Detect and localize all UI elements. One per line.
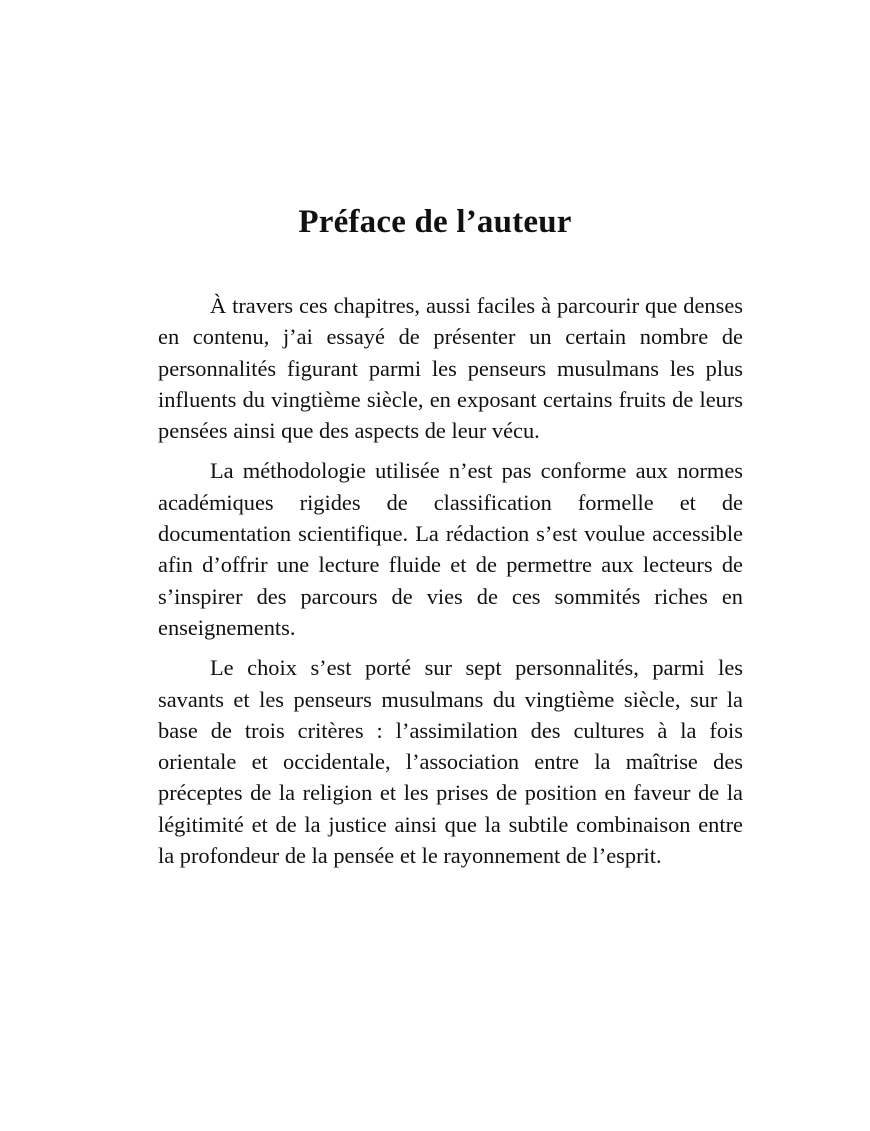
page-title: Préface de l’auteur [298,204,572,240]
paragraph-2: La méthodologie utilisée n’est pas conforme aux normes académiques rigides de classification formelle et de documentation scientifique. La rédaction s’est voulue accessible afin d’offrir une lecture fluide et de permettre aux lecteurs de s’inspirer des parcours de vies de ces sommités riches en enseignements. [158,458,743,640]
preface-body [158,290,743,871]
paragraph-3: Le choix s’est porté sur sept personnalités, parmi les savants et les penseurs musulmans du vingtième siècle, sur la base de trois critères : l’assimilation des cultures à la fois orientale et occidentale, l’association entre la maîtrise des préceptes de la religion et les prises de position en faveur de la légitimité et de la justice ainsi que la subtile combinaison entre la profondeur de la pensée et le rayonnement de l’esprit. [158,655,743,869]
paragraph-1: À travers ces chapitres, aussi faciles à parcourir que denses en contenu, j’ai essayé de présenter un certain nombre de personnalités figurant parmi les penseurs musulmans les plus influents du vingtième siècle, en exposant certains fruits de leurs pensées ainsi que des aspects de leur vécu. [158,293,743,444]
